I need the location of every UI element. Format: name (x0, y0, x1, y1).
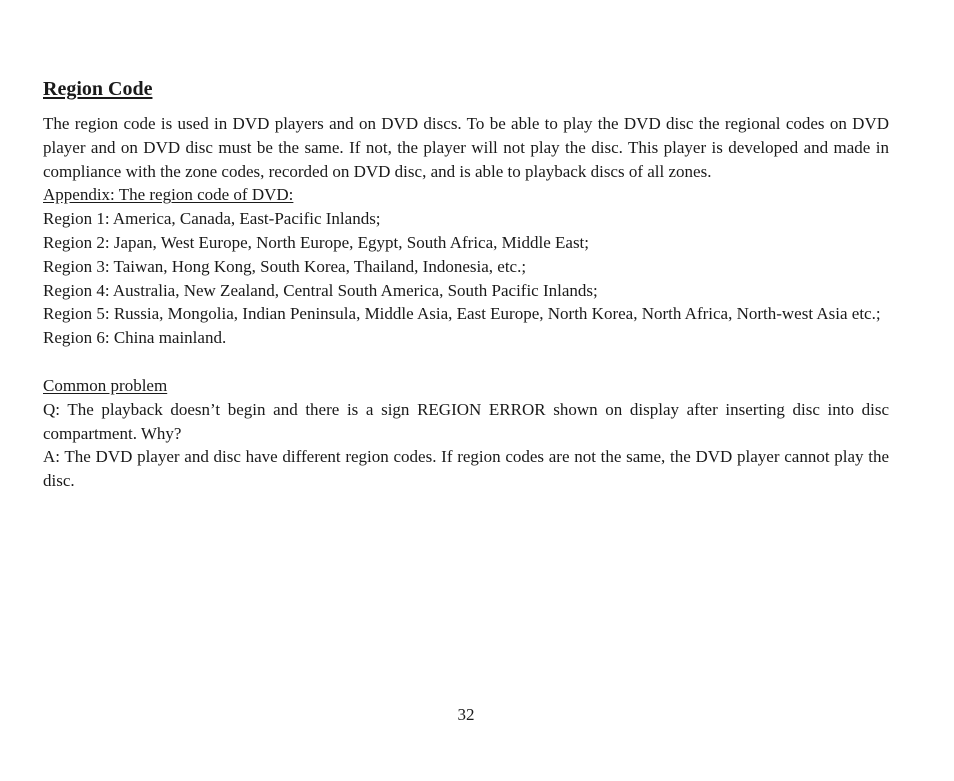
region-1-item: Region 1: America, Canada, East-Pacific Inlands; (43, 209, 381, 229)
manual-page (43, 76, 889, 493)
faq-answer: A: The DVD player and disc have different region codes. If region codes are not the same, the DVD player cannot play the disc. (43, 447, 889, 491)
region-2-item: Region 2: Japan, West Europe, North Europe, Egypt, South Africa, Middle East; (43, 232, 590, 252)
region-5-item: Region 5: Russia, Mongolia, Indian Peninsula, Middle Asia, East Europe, North Korea, North Africa, North-west Asia etc.; (43, 304, 881, 324)
region-code-intro: The region code is used in DVD players and on DVD discs. To be able to play the DVD disc the regional codes on DVD player and on DVD disc must be the same. If not, the player will not play the disc. This player is developed and made in compliance with the zone codes, recorded on DVD disc, and is able to playback discs of all zones. (43, 114, 889, 181)
common-problem-heading: Common problem (43, 375, 168, 395)
region-4-item: Region 4: Australia, New Zealand, Central South America, South Pacific Inlands; (43, 280, 598, 300)
appendix-label: Appendix: The region code of DVD: (43, 185, 294, 205)
region-3-item: Region 3: Taiwan, Hong Kong, South Korea, Thailand, Indonesia, etc.; (43, 256, 527, 276)
section-spacer (43, 350, 889, 374)
page-number: 32 (457, 705, 475, 724)
faq-question: Q: The playback doesn’t begin and there is a sign REGION ERROR shown on display after inserting disc into disc compartment. Why? (43, 399, 889, 443)
region-code-heading: Region Code (43, 78, 153, 100)
region-6-item: Region 6: China mainland. (43, 328, 227, 348)
